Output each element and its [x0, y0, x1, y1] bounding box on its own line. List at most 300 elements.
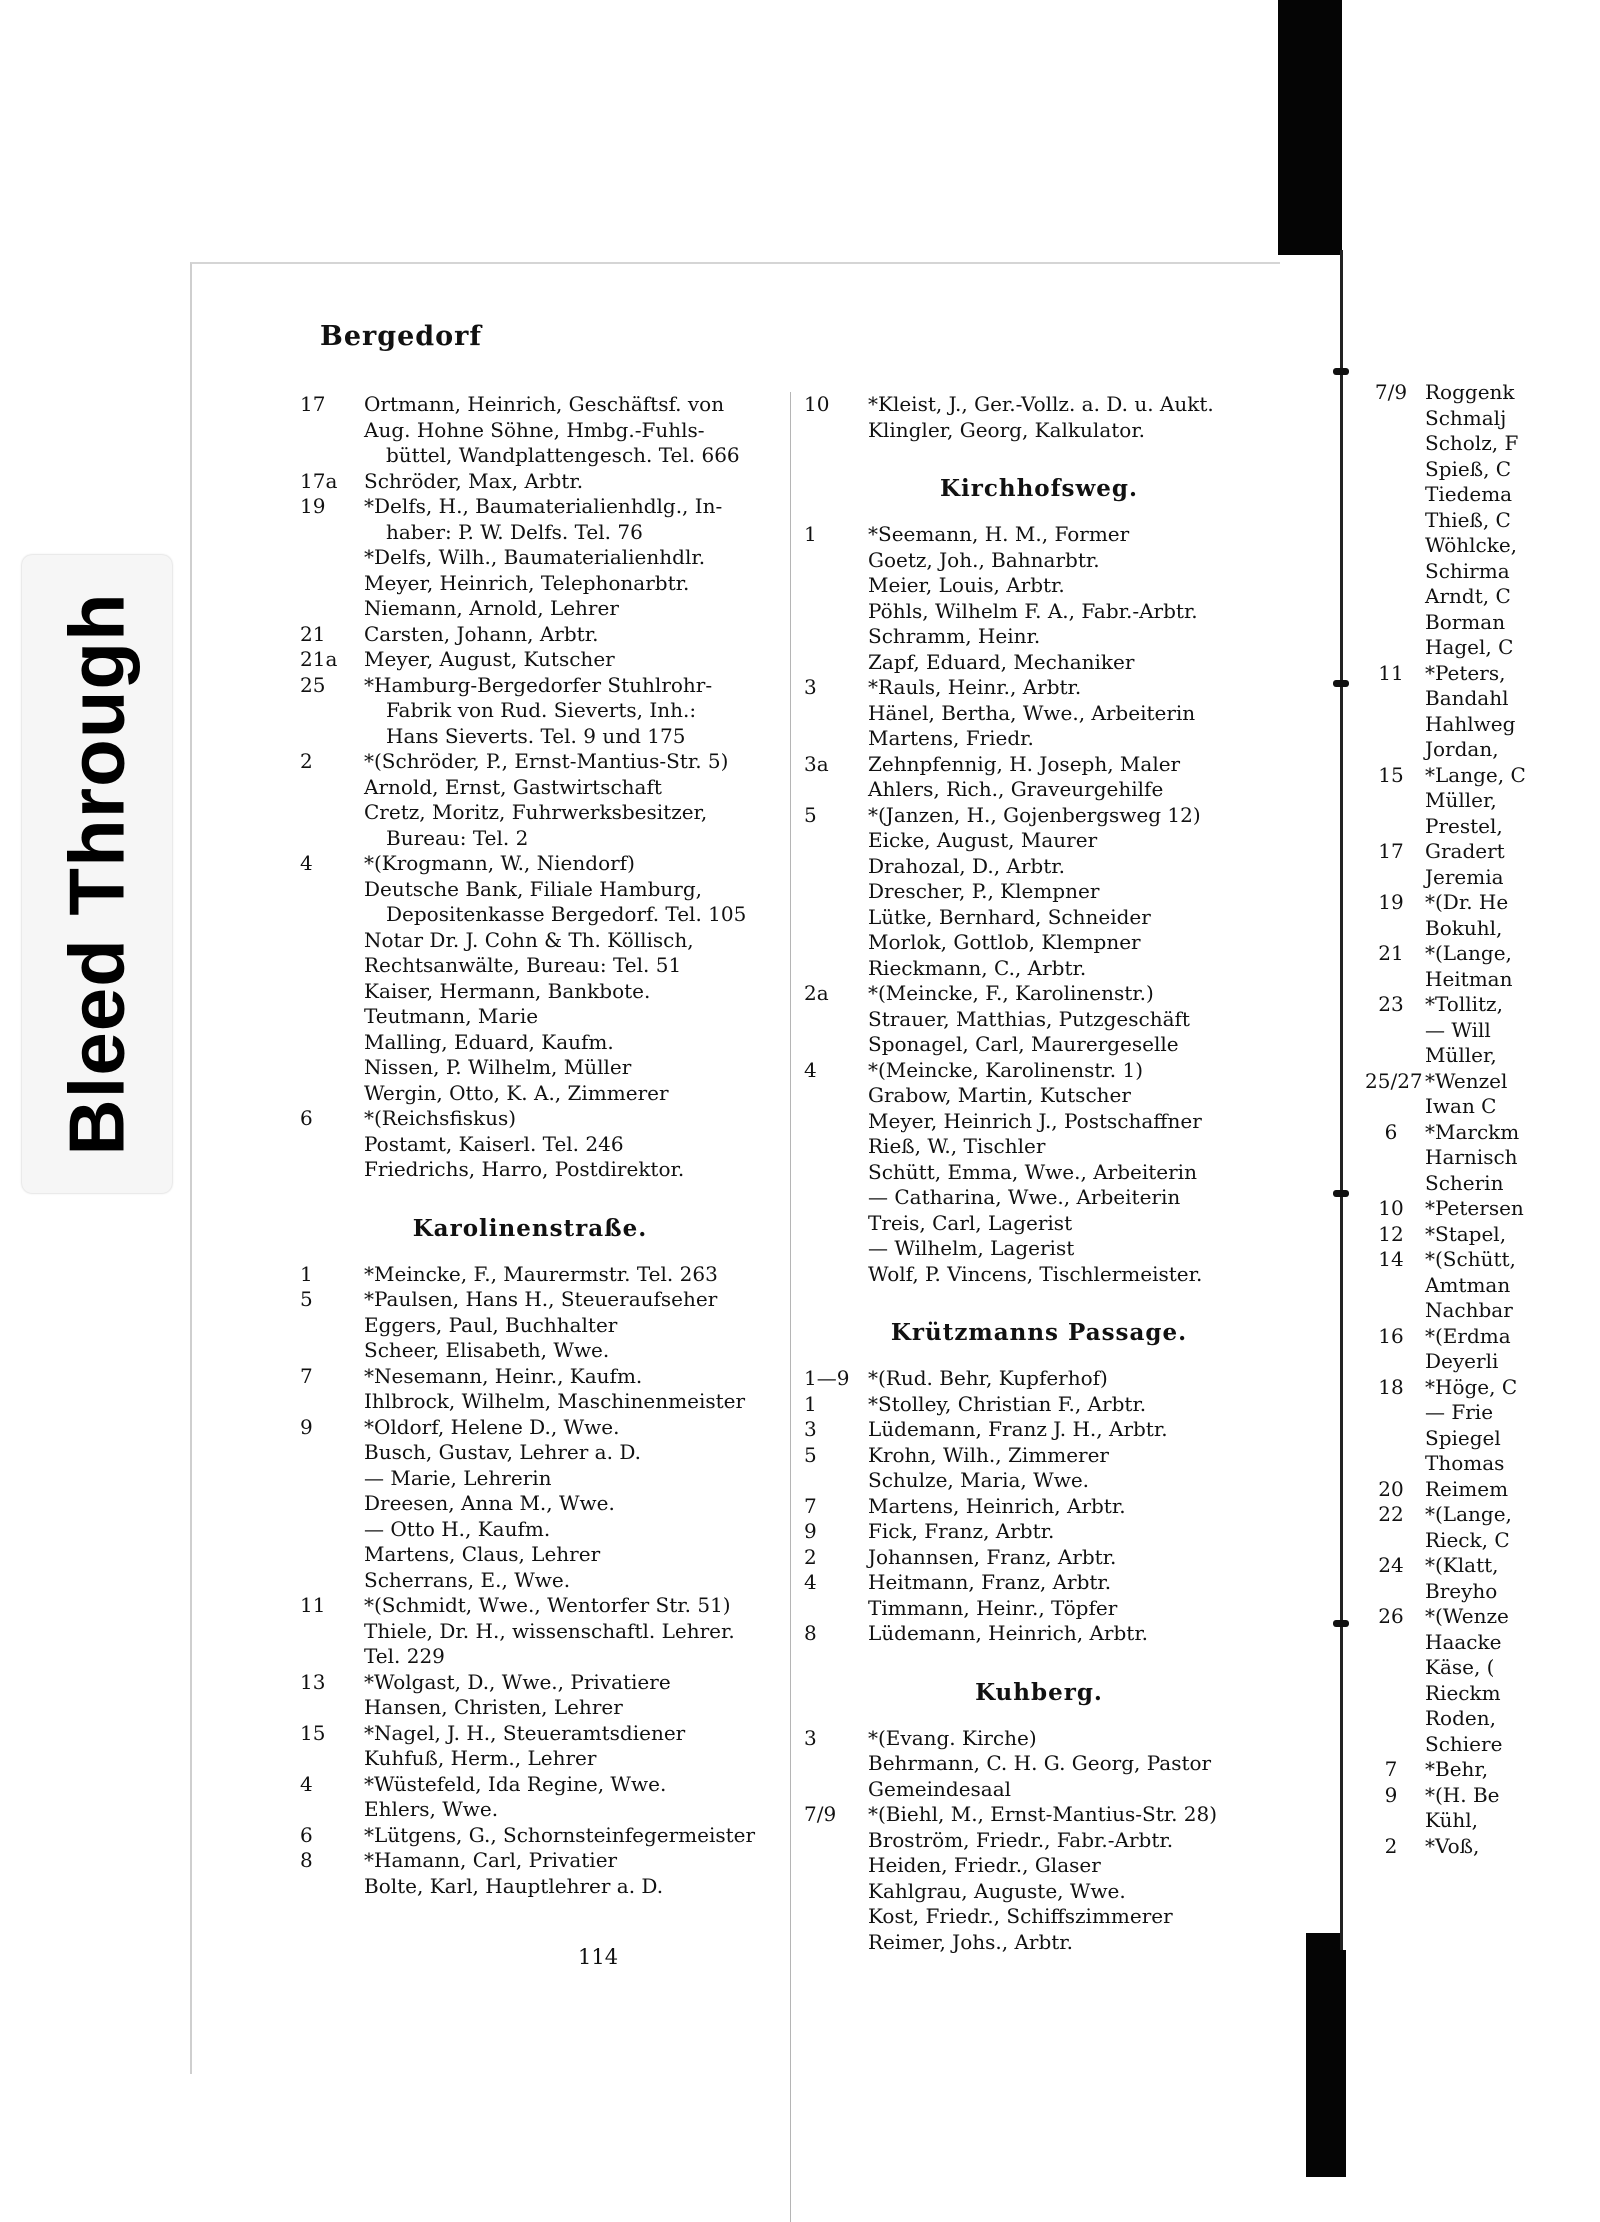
address-entry [1365, 661, 1600, 763]
resident-line: Kost, Friedr., Schiffszimmerer [868, 1904, 1173, 1928]
house-number: 4 [804, 1057, 817, 1082]
house-number: 22 [1378, 1502, 1404, 1526]
resident-line: Käse, ( [1425, 1655, 1495, 1679]
house-number: 24 [1378, 1553, 1404, 1577]
resident-line: *(Janzen, H., Gojenbergsweg 12) [868, 802, 1201, 827]
resident-line: Ortmann, Heinrich, Geschäftsf. von [364, 392, 725, 416]
resident-line: Gradert [1425, 839, 1505, 863]
resident-line: Morlok, Gottlob, Klempner [868, 930, 1141, 954]
address-entry [1365, 1375, 1600, 1477]
resident-line: Heiden, Friedr., Glaser [868, 1853, 1101, 1877]
house-number: 17a [300, 468, 338, 493]
resident-line: Breyho [1425, 1578, 1498, 1603]
resident-lines [1425, 380, 1600, 661]
resident-line: Reimem [1425, 1476, 1509, 1501]
resident-line: *(Dr. He [1425, 890, 1509, 914]
resident-line: Meyer, Heinrich, Telephonarbtr. [364, 570, 690, 595]
resident-lines [1425, 941, 1600, 992]
resident-line: Malling, Eduard, Kaufm. [364, 1029, 614, 1054]
resident-line: Zapf, Eduard, Mechaniker [868, 649, 1135, 674]
resident-line: Grabow, Martin, Kutscher [868, 1083, 1131, 1107]
resident-line: Carsten, Johann, Arbtr. [364, 621, 599, 646]
address-entry [804, 522, 1274, 675]
column-divider [790, 392, 791, 2222]
resident-line: *(Klatt, [1425, 1553, 1499, 1577]
house-number: 23 [1378, 992, 1404, 1016]
street-heading-kuhberg: Kuhberg. [975, 1678, 1103, 1706]
page-title: Bergedorf [320, 321, 483, 352]
resident-line: Thieß, C [1425, 507, 1511, 532]
resident-lines [868, 752, 1274, 803]
house-number: 16 [1378, 1323, 1404, 1348]
house-number: 11 [300, 1593, 326, 1617]
house-number: 4 [300, 1771, 313, 1796]
resident-line: Dreesen, Anna M., Wwe. [364, 1491, 615, 1515]
resident-line: Schröder, Max, Arbtr. [364, 468, 584, 493]
house-number: 15 [300, 1720, 326, 1745]
house-number: 1 [804, 522, 817, 546]
house-number: 18 [1378, 1374, 1404, 1399]
resident-line: — Catharina, Wwe., Arbeiterin [868, 1185, 1181, 1209]
resident-line: Roggenk [1425, 380, 1515, 404]
resident-line: *Hamann, Carl, Privatier [364, 1848, 618, 1872]
address-entry [1365, 1604, 1600, 1757]
resident-line: Thomas [1425, 1451, 1505, 1475]
scan-black-bar-bottom [1306, 1933, 1346, 2177]
address-entry [1365, 1783, 1600, 1834]
resident-lines [1425, 1757, 1600, 1783]
resident-line: — Otto H., Kaufm. [364, 1516, 551, 1541]
resident-lines [868, 803, 1274, 982]
address-entry [804, 981, 1274, 1058]
house-number: 7 [804, 1493, 817, 1518]
resident-line: *Kleist, J., Ger.-Vollz. a. D. u. Aukt. [868, 392, 1214, 416]
resident-line: Timmann, Heinr., Töpfer [868, 1595, 1118, 1620]
resident-lines [1425, 1069, 1600, 1120]
resident-line: Nachbar [1425, 1298, 1513, 1322]
resident-lines [868, 1494, 1274, 1520]
resident-line: *Voß, [1425, 1833, 1480, 1858]
resident-line: Harnisch [1425, 1145, 1518, 1169]
resident-line: *Stapel, [1425, 1221, 1507, 1246]
binding-mark [1333, 368, 1349, 375]
resident-line: Scholz, F [1425, 431, 1519, 455]
resident-line: Thiele, Dr. H., wissenschaftl. Lehrer. [364, 1618, 735, 1643]
binding-mark [1333, 1190, 1349, 1197]
page-number: 114 [578, 1945, 619, 1969]
address-entry [804, 1392, 1274, 1418]
resident-line: *Tollitz, [1425, 992, 1503, 1016]
resident-line: Meyer, August, Kutscher [364, 647, 615, 671]
resident-line: Arnold, Ernst, Gastwirtschaft [364, 774, 662, 799]
address-entry [804, 1519, 1274, 1545]
resident-line: Depositenkasse Bergedorf. Tel. 105 [386, 902, 747, 926]
resident-line: Amtman [1425, 1272, 1511, 1297]
resident-line: Hans Sieverts. Tel. 9 und 175 [386, 723, 686, 748]
resident-lines [1425, 1120, 1600, 1197]
resident-lines [1425, 1783, 1600, 1834]
resident-line: Kahlgrau, Auguste, Wwe. [868, 1878, 1126, 1903]
address-entry [1365, 763, 1600, 840]
house-number: 7 [1384, 1757, 1398, 1781]
resident-line: *(Krogmann, W., Niendorf) [364, 851, 635, 875]
resident-line: *Delfs, H., Baumaterialienhdlg., In- [364, 494, 723, 518]
house-number: 5 [300, 1287, 313, 1311]
resident-line: — Will [1425, 1017, 1491, 1042]
street-heading-kruetzmanns-passage: Krützmanns Passage. [890, 1319, 1188, 1346]
resident-line: Pöhls, Wilhelm F. A., Fabr.-Arbtr. [868, 598, 1198, 623]
resident-line: *Höge, C [1425, 1374, 1518, 1399]
resident-line: Meier, Louis, Arbtr. [868, 573, 1065, 597]
resident-line: Fabrik von Rud. Sieverts, Inh.: [386, 698, 697, 722]
house-number: 7/9 [1374, 380, 1408, 404]
resident-line: *Nesemann, Heinr., Kaufm. [364, 1363, 643, 1388]
address-entry [1365, 890, 1600, 941]
address-entry [1365, 1834, 1600, 1860]
resident-line: Lüdemann, Franz J. H., Arbtr. [868, 1417, 1168, 1441]
resident-line: *Nagel, J. H., Steueramtsdiener [364, 1720, 686, 1745]
house-number: 7/9 [804, 1802, 837, 1826]
address-entry [804, 1545, 1274, 1571]
resident-line: Heitmann, Franz, Arbtr. [868, 1570, 1112, 1594]
house-number: 6 [1384, 1119, 1398, 1144]
resident-line: Schirma [1425, 558, 1510, 583]
house-number: 2 [804, 1544, 817, 1569]
house-number: 5 [804, 802, 817, 827]
house-number: 13 [300, 1669, 326, 1694]
resident-line: *Marckm [1425, 1119, 1520, 1144]
resident-line: Schramm, Heinr. [868, 624, 1041, 648]
address-entry [804, 392, 1274, 443]
house-number: 4 [300, 851, 313, 875]
resident-line: Martens, Heinrich, Arbtr. [868, 1493, 1126, 1518]
resident-line: Aug. Hohne Söhne, Hmbg.-Fuhls- [364, 417, 705, 442]
resident-line: Tiedema [1425, 482, 1513, 506]
address-entry [804, 1366, 1274, 1392]
house-number: 8 [804, 1621, 817, 1645]
resident-line: Wolf, P. Vincens, Tischlermeister. [868, 1261, 1203, 1286]
resident-lines [1425, 1222, 1600, 1248]
resident-line: Strauer, Matthias, Putzgeschäft [868, 1006, 1190, 1031]
resident-line: Deyerli [1425, 1349, 1499, 1373]
bleed-through-label [22, 555, 172, 1193]
resident-lines [1425, 839, 1600, 890]
address-entry [1365, 1477, 1600, 1503]
directory-page [190, 262, 1280, 2074]
right-block-kruetzmanns-passage [804, 1366, 1274, 1647]
address-entry [804, 1621, 1274, 1647]
resident-lines [1425, 1324, 1600, 1375]
resident-line: Wergin, Otto, K. A., Zimmerer [364, 1080, 669, 1105]
resident-lines [1425, 661, 1600, 763]
address-entry [804, 1417, 1274, 1443]
resident-line: — Wilhelm, Lagerist [868, 1236, 1075, 1260]
house-number: 25/27 [1365, 1068, 1423, 1093]
resident-lines [868, 675, 1274, 752]
resident-line: Wöhlcke, [1425, 533, 1518, 557]
resident-line: Drescher, P., Klempner [868, 879, 1100, 903]
resident-line: *(Meincke, F., Karolinenstr.) [868, 981, 1154, 1005]
resident-lines [1425, 890, 1600, 941]
resident-line: büttel, Wandplattengesch. Tel. 666 [386, 443, 740, 467]
house-number: 2a [804, 981, 829, 1005]
resident-lines [868, 1726, 1274, 1803]
resident-line: Reimer, Johs., Arbtr. [868, 1929, 1074, 1954]
resident-line: Sponagel, Carl, Maurergeselle [868, 1032, 1179, 1056]
house-number: 12 [1378, 1221, 1404, 1246]
resident-line: Lüdemann, Heinrich, Arbtr. [868, 1621, 1149, 1645]
house-number: 21a [300, 647, 338, 671]
resident-lines [1425, 1375, 1600, 1477]
address-entry [804, 1494, 1274, 1520]
resident-line: Heitman [1425, 966, 1513, 991]
resident-line: Drahozal, D., Arbtr. [868, 853, 1065, 878]
address-entry [804, 675, 1274, 752]
resident-lines [868, 1417, 1274, 1443]
resident-line: *(Schmidt, Wwe., Wentorfer Str. 51) [364, 1593, 731, 1617]
resident-line: — Marie, Lehrerin [364, 1465, 552, 1490]
resident-line: Deutsche Bank, Filiale Hamburg, [364, 876, 702, 901]
resident-line: Rechtsanwälte, Bureau: Tel. 51 [364, 953, 682, 977]
resident-line: Roden, [1425, 1706, 1496, 1730]
resident-line: Hagel, C [1425, 635, 1514, 659]
address-entry [1365, 839, 1600, 890]
resident-line: Treis, Carl, Lagerist [868, 1210, 1073, 1235]
address-entry [1365, 1247, 1600, 1324]
resident-line: Lütke, Bernhard, Schneider [868, 904, 1151, 929]
right-column [804, 392, 1274, 1955]
house-number: 17 [1378, 839, 1404, 863]
address-entry [804, 803, 1274, 982]
resident-line: Schütt, Emma, Wwe., Arbeiterin [868, 1159, 1197, 1184]
house-number: 10 [804, 392, 830, 416]
house-number: 9 [300, 1414, 313, 1439]
adjacent-page-edge [1340, 250, 1600, 1950]
resident-line: Niemann, Arnold, Lehrer [364, 596, 619, 620]
resident-line: Hahlweg [1425, 711, 1516, 736]
resident-lines [1425, 1604, 1600, 1757]
right-block-kirchhofsweg [804, 522, 1274, 1287]
resident-lines [1425, 1477, 1600, 1503]
house-number: 2 [1384, 1833, 1398, 1858]
resident-line: *Meincke, F., Maurermstr. Tel. 263 [364, 1261, 718, 1286]
resident-line: Müller, [1425, 788, 1497, 812]
resident-line: *(Biehl, M., Ernst-Mantius-Str. 28) [868, 1802, 1218, 1826]
address-entry [1365, 1502, 1600, 1553]
resident-line: *(Erdma [1425, 1323, 1511, 1348]
resident-lines [868, 1802, 1274, 1955]
resident-line: haber: P. W. Delfs. Tel. 76 [386, 519, 643, 544]
resident-line: *Rauls, Heinr., Arbtr. [868, 675, 1082, 699]
resident-line: *(Lange, [1425, 1502, 1512, 1526]
scan-black-bar-top [1278, 0, 1342, 255]
resident-line: Borman [1425, 609, 1506, 634]
resident-line: Teutmann, Marie [364, 1004, 539, 1028]
resident-line: *Stolley, Christian F., Arbtr. [868, 1391, 1147, 1416]
resident-line: Martens, Claus, Lehrer [364, 1542, 601, 1566]
resident-line: *(Meincke, Karolinenstr. 1) [868, 1057, 1144, 1082]
resident-line: *Behr, [1425, 1757, 1489, 1781]
binding-mark [1333, 680, 1349, 687]
resident-line: *Wenzel [1425, 1068, 1508, 1093]
house-number: 15 [1378, 762, 1404, 787]
house-number: 9 [1384, 1782, 1398, 1807]
resident-line: Kühl, [1425, 1808, 1479, 1832]
resident-line: Gemeindesaal [868, 1776, 1012, 1801]
resident-line: Goetz, Joh., Bahnarbtr. [868, 547, 1100, 572]
resident-lines [1425, 1834, 1600, 1860]
resident-lines [868, 392, 1274, 443]
resident-line: *Paulsen, Hans H., Steueraufseher [364, 1287, 718, 1311]
resident-line: Krohn, Wilh., Zimmerer [868, 1442, 1109, 1467]
address-entry [1365, 1069, 1600, 1120]
resident-line: Busch, Gustav, Lehrer a. D. [364, 1440, 641, 1464]
resident-line: Nissen, P. Wilhelm, Müller [364, 1055, 632, 1079]
resident-lines [868, 1519, 1274, 1545]
address-entry [1365, 941, 1600, 992]
resident-line: *(Reichsfiskus) [364, 1106, 517, 1130]
resident-line: Rieckm [1425, 1680, 1501, 1705]
resident-line: *(Evang. Kirche) [868, 1725, 1037, 1750]
resident-line: *(Lange, [1425, 941, 1512, 965]
house-number: 6 [300, 1822, 313, 1847]
house-number: 26 [1378, 1604, 1404, 1628]
address-entry [1365, 992, 1600, 1069]
house-number: 17 [300, 392, 326, 416]
resident-line: Rieck, C [1425, 1527, 1510, 1552]
resident-line: Ahlers, Rich., Graveurgehilfe [868, 777, 1164, 801]
house-number: 5 [804, 1442, 817, 1467]
resident-line: *Oldorf, Helene D., Wwe. [364, 1414, 620, 1439]
resident-lines [868, 1058, 1274, 1288]
resident-line: *Seemann, H. M., Former [868, 522, 1130, 546]
resident-line: Rieckmann, C., Arbtr. [868, 955, 1087, 980]
resident-line: Ehlers, Wwe. [364, 1797, 499, 1821]
resident-lines [1425, 1247, 1600, 1324]
resident-line: Schulze, Maria, Wwe. [868, 1468, 1090, 1492]
resident-lines [868, 522, 1274, 675]
resident-line: *Delfs, Wilh., Baumaterialienhdlr. [364, 545, 706, 569]
address-entry [1365, 1553, 1600, 1604]
resident-lines [1425, 1553, 1600, 1604]
resident-lines [868, 1621, 1274, 1647]
resident-line: Hänel, Bertha, Wwe., Arbeiterin [868, 700, 1196, 725]
resident-line: *Lange, C [1425, 762, 1526, 787]
house-number: 2 [300, 749, 313, 773]
resident-lines [868, 981, 1274, 1058]
resident-line: Broström, Friedr., Fabr.-Arbtr. [868, 1827, 1174, 1852]
house-number: 14 [1378, 1247, 1404, 1271]
resident-line: *(Rud. Behr, Kupferhof) [868, 1366, 1108, 1390]
resident-line: *Peters, [1425, 660, 1506, 685]
address-entry [1365, 1222, 1600, 1248]
resident-line: Prestel, [1425, 813, 1503, 838]
resident-line: *Petersen [1425, 1196, 1524, 1220]
resident-line: Bureau: Tel. 2 [386, 825, 529, 850]
resident-line: — Frie [1425, 1400, 1494, 1424]
resident-line: *Lütgens, G., Schornsteinfegermeister [364, 1822, 756, 1847]
resident-line: Johannsen, Franz, Arbtr. [868, 1544, 1117, 1569]
resident-line: Klingler, Georg, Kalkulator. [868, 417, 1146, 442]
resident-line: Martens, Friedr. [868, 726, 1034, 750]
resident-line: Rieß, W., Tischler [868, 1134, 1046, 1158]
resident-line: Scherrans, E., Wwe. [364, 1567, 571, 1592]
resident-line: *Wolgast, D., Wwe., Privatiere [364, 1669, 671, 1694]
resident-lines [868, 1570, 1274, 1621]
address-entry [804, 1802, 1274, 1955]
house-number: 3 [804, 1725, 817, 1750]
resident-line: Schmalj [1425, 405, 1507, 430]
resident-line: Scherin [1425, 1170, 1504, 1195]
resident-line: Behrmann, C. H. G. Georg, Pastor [868, 1751, 1212, 1775]
resident-lines [868, 1443, 1274, 1494]
resident-line: Spieß, C [1425, 456, 1512, 481]
house-number: 1 [804, 1391, 817, 1416]
resident-line: Kuhfuß, Herm., Lehrer [364, 1746, 597, 1770]
resident-lines [1425, 1502, 1600, 1553]
binding-mark [1333, 1620, 1349, 1627]
address-entry [804, 752, 1274, 803]
resident-line: Meyer, Heinrich J., Postschaffner [868, 1108, 1202, 1133]
resident-line: Bokuhl, [1425, 915, 1503, 940]
house-number: 3 [804, 675, 817, 699]
right-block-top [804, 392, 1274, 443]
resident-line: *(Schröder, P., Ernst-Mantius-Str. 5) [364, 749, 729, 773]
house-number: 21 [1378, 941, 1404, 965]
resident-line: Zehnpfennig, H. Joseph, Maler [868, 751, 1181, 776]
resident-line: Haacke [1425, 1629, 1502, 1654]
house-number: 25 [300, 672, 326, 697]
resident-lines [1425, 1196, 1600, 1222]
house-number: 9 [804, 1519, 817, 1543]
house-number: 19 [300, 494, 326, 518]
street-heading-karolinenstrasse: Karolinenstraße. [412, 1214, 648, 1242]
resident-line: Müller, [1425, 1043, 1497, 1067]
house-number: 19 [1378, 890, 1404, 914]
resident-line: Arndt, C [1425, 584, 1511, 608]
resident-lines [868, 1392, 1274, 1418]
adjacent-page-column [1365, 380, 1600, 1859]
resident-line: *Hamburg-Bergedorfer Stuhlrohr- [364, 672, 713, 697]
house-number: 3a [804, 751, 829, 776]
house-number: 11 [1378, 660, 1404, 685]
house-number: 10 [1378, 1196, 1404, 1220]
house-number: 6 [300, 1106, 313, 1130]
resident-line: Iwan C [1425, 1094, 1497, 1118]
resident-lines [1425, 992, 1600, 1069]
address-entry [804, 1058, 1274, 1288]
resident-lines [868, 1366, 1274, 1392]
resident-lines [868, 1545, 1274, 1571]
house-number: 4 [804, 1570, 817, 1594]
resident-line: *Wüstefeld, Ida Regine, Wwe. [364, 1771, 667, 1796]
resident-line: *(Wenze [1425, 1604, 1509, 1628]
resident-line: Fick, Franz, Arbtr. [868, 1519, 1055, 1543]
address-entry [804, 1443, 1274, 1494]
resident-line: Friedrichs, Harro, Postdirektor. [364, 1157, 685, 1181]
house-number: 1 [300, 1261, 313, 1286]
house-number: 20 [1378, 1476, 1404, 1501]
street-heading-kirchhofsweg: Kirchhofsweg. [940, 475, 1138, 502]
house-number: 7 [300, 1363, 313, 1388]
resident-line: Jordan, [1425, 737, 1499, 761]
resident-line: Tel. 229 [364, 1644, 445, 1668]
address-entry [804, 1570, 1274, 1621]
resident-lines [1425, 763, 1600, 840]
address-entry [1365, 1757, 1600, 1783]
resident-line: Bolte, Karl, Hauptlehrer a. D. [364, 1873, 664, 1898]
resident-line: Eggers, Paul, Buchhalter [364, 1312, 618, 1337]
